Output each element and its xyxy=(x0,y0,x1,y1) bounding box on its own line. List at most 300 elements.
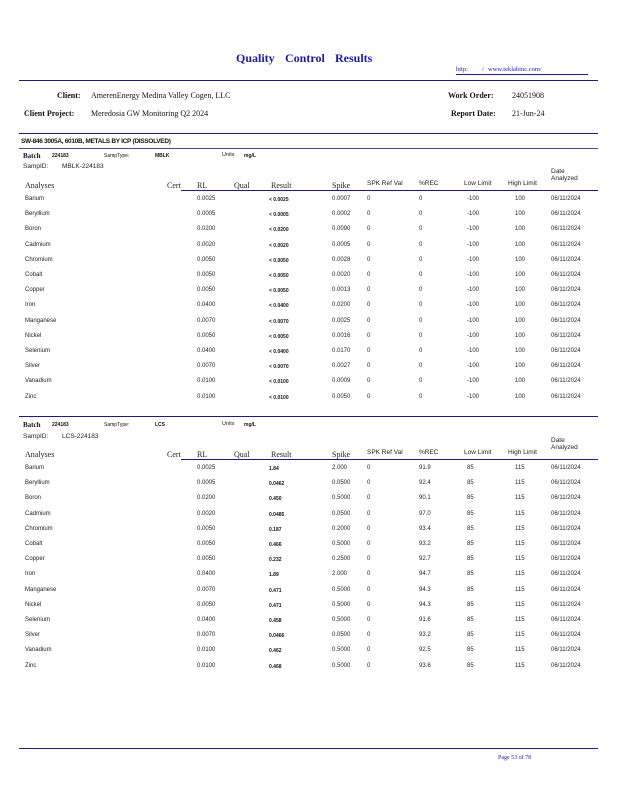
cell-result: 0.187 xyxy=(269,526,282,533)
cell-low-limit: 85 xyxy=(467,480,474,487)
cell-result: < 0.0050 xyxy=(269,273,289,279)
col-spike: Spike xyxy=(332,450,351,459)
batch-label: Batch xyxy=(23,152,41,160)
batch-id: 224183 xyxy=(52,422,69,428)
col-high-limit: High Limit xyxy=(508,449,537,456)
cell-spk-ref-val: 0 xyxy=(367,226,371,233)
cell-rec: 92.4 xyxy=(419,480,431,487)
client-project-value: Meredosia GW Monitoring Q2 2024 xyxy=(91,109,209,118)
page-number: Page 53 of 78 xyxy=(498,755,532,761)
col-qual: Qual xyxy=(234,181,250,190)
cell-rec: 0 xyxy=(419,302,423,309)
cell-rec: 94.3 xyxy=(419,586,431,593)
cell-date-analyzed: 06/11/2024 xyxy=(551,302,581,309)
cell-result: 0.232 xyxy=(269,557,282,564)
cell-low-limit: 85 xyxy=(467,647,474,654)
cell-rl: 0.0005 xyxy=(197,480,216,487)
cell-analyte: Iron xyxy=(25,571,36,578)
cell-rl: 0.0100 xyxy=(197,378,216,385)
cell-rl: 0.0050 xyxy=(197,541,216,547)
cell-date-analyzed: 06/11/2024 xyxy=(551,196,581,202)
cell-spike: 0.0200 xyxy=(332,302,351,309)
col-spk-ref-val: SPK Ref Val xyxy=(367,180,403,187)
cell-date-analyzed: 06/11/2024 xyxy=(551,632,581,639)
cell-spike: 0.0025 xyxy=(332,317,351,324)
cell-rec: 0 xyxy=(419,332,423,339)
cell-result: 1.84 xyxy=(269,466,279,472)
cell-analyte: Beryllium xyxy=(25,480,50,487)
cell-spike: 0.0500 xyxy=(332,632,351,639)
col-spk-ref-val: SPK Ref Val xyxy=(367,449,403,456)
cell-result: < 0.0400 xyxy=(269,303,289,310)
cell-rl: 0.0070 xyxy=(197,632,216,639)
cell-low-limit: -100 xyxy=(467,241,480,248)
cell-rec: 0 xyxy=(419,196,423,202)
cell-spike: 0.0170 xyxy=(332,348,351,354)
cell-analyte: Copper xyxy=(25,287,45,294)
cell-spk-ref-val: 0 xyxy=(367,196,371,202)
cell-date-analyzed: 06/11/2024 xyxy=(551,256,581,263)
cell-high-limit: 115 xyxy=(515,647,525,654)
cell-analyte: Barium xyxy=(25,196,45,202)
cell-high-limit: 100 xyxy=(515,256,526,263)
cell-spk-ref-val: 0 xyxy=(367,586,371,593)
cell-spike: 0.0020 xyxy=(332,272,351,278)
cell-result: < 0.0005 xyxy=(269,212,289,219)
cell-rec: 92.7 xyxy=(419,556,431,563)
cell-result: < 0.0050 xyxy=(269,257,289,264)
cell-spike: 0.0050 xyxy=(332,393,351,400)
cell-high-limit: 100 xyxy=(515,378,526,385)
cell-rec: 91.6 xyxy=(419,617,431,623)
cell-result: < 0.0400 xyxy=(269,349,289,355)
cell-spike: 0.0027 xyxy=(332,363,351,370)
cell-rec: 0 xyxy=(419,378,423,385)
cell-spk-ref-val: 0 xyxy=(367,378,371,385)
cell-analyte: Nickel xyxy=(25,601,42,608)
cell-analyte: Cobalt xyxy=(25,272,43,278)
cell-spike: 0.0028 xyxy=(332,256,351,263)
cell-result: 0.0485 xyxy=(269,511,285,518)
cell-high-limit: 100 xyxy=(515,241,526,248)
cell-spk-ref-val: 0 xyxy=(367,556,371,563)
cell-rec: 93.2 xyxy=(419,541,431,547)
cell-date-analyzed: 06/11/2024 xyxy=(551,525,581,532)
cell-low-limit: -100 xyxy=(467,317,480,324)
cell-low-limit: 85 xyxy=(467,617,474,623)
col-analyses: Analyses xyxy=(25,450,55,459)
cell-analyte: Selenium xyxy=(25,348,51,354)
cell-date-analyzed: 06/11/2024 xyxy=(551,510,581,517)
cell-rl: 0.0020 xyxy=(197,510,216,517)
cell-rec: 94.3 xyxy=(419,601,431,608)
cell-result: 0.471 xyxy=(269,602,282,609)
cell-low-limit: 85 xyxy=(467,632,474,639)
report-date-value: 21-Jun-24 xyxy=(512,109,545,118)
cell-rl: 0.0050 xyxy=(197,525,216,532)
cell-rl: 0.0400 xyxy=(197,571,216,578)
lab-url-link[interactable] xyxy=(456,66,588,75)
cell-spike: 0.0016 xyxy=(332,332,351,339)
cell-spk-ref-val: 0 xyxy=(367,571,371,578)
cell-result: 0.466 xyxy=(269,542,282,548)
cell-date-analyzed: 06/11/2024 xyxy=(551,480,581,487)
cell-high-limit: 115 xyxy=(515,586,525,593)
cell-spk-ref-val: 0 xyxy=(367,256,371,263)
sampid-label: SampID: xyxy=(23,163,49,170)
cell-date-analyzed: 06/11/2024 xyxy=(551,571,581,578)
cell-high-limit: 100 xyxy=(515,393,526,400)
cell-spike: 0.5000 xyxy=(332,495,351,502)
cell-analyte: Silver xyxy=(25,363,41,370)
cell-analyte: Cadmium xyxy=(25,510,51,517)
cell-high-limit: 100 xyxy=(515,196,526,202)
client-project-label: Client Project: xyxy=(24,109,75,118)
cell-analyte: Beryllium xyxy=(25,211,50,218)
cell-spk-ref-val: 0 xyxy=(367,363,371,370)
report-date-label: Report Date: xyxy=(451,109,496,118)
cell-spk-ref-val: 0 xyxy=(367,211,371,218)
cell-result: < 0.0050 xyxy=(269,333,289,340)
cell-high-limit: 115 xyxy=(515,510,525,517)
cell-analyte: Copper xyxy=(25,556,45,563)
cell-rl: 0.0070 xyxy=(197,363,216,370)
cell-high-limit: 115 xyxy=(515,480,525,487)
cell-rl: 0.0070 xyxy=(197,317,216,324)
cell-spike: 2.000 xyxy=(332,465,348,471)
cell-low-limit: 85 xyxy=(467,541,474,547)
sampid-value: MBLK-224183 xyxy=(62,163,104,170)
units-value: mg/L xyxy=(244,153,256,159)
cell-high-limit: 115 xyxy=(515,541,525,547)
cell-spike: 0.5000 xyxy=(332,647,351,654)
client-label: Client: xyxy=(57,91,81,100)
cell-spk-ref-val: 0 xyxy=(367,510,371,517)
title-quality: Quality xyxy=(236,51,275,65)
cell-result: < 0.0100 xyxy=(269,379,289,386)
cell-rl: 0.0050 xyxy=(197,256,216,263)
cell-result: 0.468 xyxy=(269,663,282,670)
cell-high-limit: 115 xyxy=(515,465,525,471)
cell-high-limit: 100 xyxy=(515,211,526,218)
cell-date-analyzed: 06/11/2024 xyxy=(551,617,581,623)
cell-rl: 0.0005 xyxy=(197,211,216,218)
cell-date-analyzed: 06/11/2024 xyxy=(551,241,581,248)
cell-low-limit: -100 xyxy=(467,272,480,278)
col-date-analyzed-1: Date Analyzed xyxy=(551,168,578,182)
cell-result: < 0.0025 xyxy=(269,197,289,203)
cell-date-analyzed: 06/11/2024 xyxy=(551,586,581,593)
cell-rec: 0 xyxy=(419,241,423,248)
section-rule-bottom xyxy=(19,148,598,149)
col-result: Result xyxy=(271,181,292,190)
cell-high-limit: 115 xyxy=(515,601,525,608)
cell-analyte: Iron xyxy=(25,302,36,309)
cell-spike: 2.000 xyxy=(332,571,348,578)
cell-spike: 0.0090 xyxy=(332,226,351,233)
samptype-label: SampType: xyxy=(104,422,130,428)
cell-analyte: Vanadium xyxy=(25,378,52,385)
cell-low-limit: -100 xyxy=(467,287,480,294)
cell-low-limit: 85 xyxy=(467,495,474,502)
cell-rec: 0 xyxy=(419,348,423,354)
cell-date-analyzed: 06/11/2024 xyxy=(551,348,581,354)
footer-rule xyxy=(19,748,598,749)
cell-spike: 0.5000 xyxy=(332,601,351,608)
cell-result: 0.0466 xyxy=(269,633,285,640)
cell-high-limit: 115 xyxy=(515,617,525,623)
col-date-analyzed-2: Date Analyzed xyxy=(551,437,578,451)
cell-low-limit: -100 xyxy=(467,363,480,370)
cell-date-analyzed: 06/11/2024 xyxy=(551,541,581,547)
cell-spk-ref-val: 0 xyxy=(367,647,371,654)
cell-spk-ref-val: 0 xyxy=(367,302,371,309)
work-order-label: Work Order: xyxy=(448,91,494,100)
cell-rl: 0.0050 xyxy=(197,272,216,278)
cell-rl: 0.0050 xyxy=(197,287,216,294)
cell-date-analyzed: 06/11/2024 xyxy=(551,495,581,502)
column-rule-1 xyxy=(181,190,598,191)
title-control: Control xyxy=(285,51,325,65)
cell-low-limit: -100 xyxy=(467,226,480,233)
cell-spk-ref-val: 0 xyxy=(367,601,371,608)
cell-date-analyzed: 06/11/2024 xyxy=(551,332,581,339)
cell-date-analyzed: 06/11/2024 xyxy=(551,272,581,278)
cell-date-analyzed: 06/11/2024 xyxy=(551,287,581,294)
title-results: Results xyxy=(335,51,373,65)
cell-low-limit: -100 xyxy=(467,332,480,339)
cell-low-limit: 85 xyxy=(467,465,474,471)
cell-rl: 0.0100 xyxy=(197,393,216,400)
cell-spk-ref-val: 0 xyxy=(367,393,371,400)
cell-analyte: Zinc xyxy=(25,393,37,400)
cell-spike: 0.0005 xyxy=(332,241,351,248)
column-rule-2 xyxy=(181,459,598,460)
cell-date-analyzed: 06/11/2024 xyxy=(551,465,581,471)
cell-high-limit: 100 xyxy=(515,287,526,294)
cell-rl: 0.0020 xyxy=(197,241,216,248)
cell-result: < 0.0070 xyxy=(269,318,289,325)
cell-rec: 0 xyxy=(419,272,423,278)
cell-rec: 93.6 xyxy=(419,662,431,669)
units-value: mg/L xyxy=(244,422,256,428)
cell-spk-ref-val: 0 xyxy=(367,541,371,547)
cell-spike: 0.0500 xyxy=(332,510,351,517)
client-value: AmerenEnergy Medina Valley Cogen, LLC xyxy=(91,91,231,100)
cell-low-limit: 85 xyxy=(467,510,474,517)
cell-rl: 0.0070 xyxy=(197,586,216,593)
cell-high-limit: 100 xyxy=(515,272,526,278)
cell-result: 0.0462 xyxy=(269,481,285,488)
cell-date-analyzed: 06/11/2024 xyxy=(551,211,581,218)
cell-result: 0.471 xyxy=(269,587,282,594)
cell-spk-ref-val: 0 xyxy=(367,465,371,471)
cell-rec: 0 xyxy=(419,393,423,400)
cell-analyte: Boron xyxy=(25,226,42,233)
cell-rec: 0 xyxy=(419,363,423,370)
cell-spk-ref-val: 0 xyxy=(367,332,371,339)
cell-result: < 0.0100 xyxy=(269,394,289,401)
cell-rec: 93.2 xyxy=(419,632,431,639)
cell-result: 0.462 xyxy=(269,648,282,655)
cell-spk-ref-val: 0 xyxy=(367,241,371,248)
cell-rec: 93.4 xyxy=(419,525,431,532)
cell-analyte: Zinc xyxy=(25,662,37,669)
cell-spike: 0.5000 xyxy=(332,541,351,547)
cell-analyte: Manganese xyxy=(25,317,57,324)
cell-rl: 0.0050 xyxy=(197,332,216,339)
col-spike: Spike xyxy=(332,181,351,190)
cell-analyte: Boron xyxy=(25,495,42,502)
cell-result: < 0.0020 xyxy=(269,242,289,249)
cell-analyte: Vanadium xyxy=(25,647,52,654)
cell-analyte: Selenium xyxy=(25,617,51,623)
cell-analyte: Chromium xyxy=(25,525,53,532)
cell-rl: 0.0025 xyxy=(197,465,216,471)
cell-spike: 0.5000 xyxy=(332,662,351,669)
cell-rl: 0.0400 xyxy=(197,617,216,623)
cell-low-limit: -100 xyxy=(467,302,480,309)
cell-low-limit: 85 xyxy=(467,525,474,532)
col-low-limit: Low Limit xyxy=(464,180,492,187)
col-result: Result xyxy=(271,450,292,459)
section-title: SW-846 3005A, 6010B, METALS BY ICP (DISSOLVED) xyxy=(21,138,171,145)
cell-high-limit: 115 xyxy=(515,495,525,502)
cell-rl: 0.0050 xyxy=(197,556,216,563)
cell-rec: 90.1 xyxy=(419,495,431,502)
cell-analyte: Silver xyxy=(25,632,41,639)
cell-spike: 0.5000 xyxy=(332,586,351,593)
cell-high-limit: 100 xyxy=(515,332,526,339)
cell-analyte: Manganese xyxy=(25,586,57,593)
batch-divider xyxy=(19,416,598,417)
cell-analyte: Nickel xyxy=(25,332,42,339)
cell-analyte: Barium xyxy=(25,465,45,471)
cell-date-analyzed: 06/11/2024 xyxy=(551,317,581,324)
cell-high-limit: 100 xyxy=(515,317,526,324)
cell-spk-ref-val: 0 xyxy=(367,632,371,639)
cell-spk-ref-val: 0 xyxy=(367,480,371,487)
cell-spike: 0.0002 xyxy=(332,211,351,218)
cell-rl: 0.0025 xyxy=(197,196,216,202)
cell-high-limit: 115 xyxy=(515,571,525,578)
cell-low-limit: -100 xyxy=(467,196,480,202)
col-rl: RL xyxy=(197,450,208,459)
url-domain: www.teklabinc.com/ xyxy=(488,66,542,73)
cell-analyte: Cadmium xyxy=(25,241,51,248)
col-cert: Cert xyxy=(167,450,181,459)
cell-date-analyzed: 06/11/2024 xyxy=(551,363,581,370)
work-order-value: 24051908 xyxy=(512,91,544,100)
samptype-value: MBLK xyxy=(155,153,170,159)
cell-date-analyzed: 06/11/2024 xyxy=(551,393,581,400)
cell-spk-ref-val: 0 xyxy=(367,662,371,669)
units-label: Units xyxy=(222,152,235,158)
col-rec: %REC xyxy=(419,449,439,456)
cell-result: < 0.0200 xyxy=(269,227,289,234)
cell-spike: 0.0009 xyxy=(332,378,351,385)
section-rule-top xyxy=(19,133,598,134)
units-label: Units xyxy=(222,421,235,427)
cell-analyte: Cobalt xyxy=(25,541,43,547)
cell-high-limit: 100 xyxy=(515,302,526,309)
col-high-limit: High Limit xyxy=(508,180,537,187)
samptype-value: LCS xyxy=(155,422,165,428)
header-rule xyxy=(19,80,598,81)
cell-low-limit: -100 xyxy=(467,211,480,218)
cell-rec: 0 xyxy=(419,256,423,263)
cell-high-limit: 115 xyxy=(515,662,525,669)
cell-spk-ref-val: 0 xyxy=(367,287,371,294)
cell-spike: 0.0007 xyxy=(332,196,351,202)
cell-high-limit: 115 xyxy=(515,525,525,532)
cell-high-limit: 115 xyxy=(515,556,525,563)
cell-date-analyzed: 06/11/2024 xyxy=(551,647,581,654)
cell-result: 0.458 xyxy=(269,618,282,624)
cell-low-limit: -100 xyxy=(467,256,480,263)
cell-result: < 0.0050 xyxy=(269,288,289,295)
cell-low-limit: -100 xyxy=(467,348,480,354)
cell-rl: 0.0200 xyxy=(197,495,216,502)
cell-analyte: Chromium xyxy=(25,256,53,263)
cell-rl: 0.0050 xyxy=(197,601,216,608)
url-prefix: http: xyxy=(456,66,468,73)
sampid-label: SampID: xyxy=(23,433,49,440)
cell-low-limit: 85 xyxy=(467,601,474,608)
cell-spike: 0.2500 xyxy=(332,556,351,563)
cell-rec: 0 xyxy=(419,317,423,324)
cell-high-limit: 100 xyxy=(515,363,526,370)
cell-rec: 92.5 xyxy=(419,647,431,654)
cell-spike: 0.0500 xyxy=(332,480,351,487)
cell-rl: 0.0400 xyxy=(197,302,216,309)
cell-spk-ref-val: 0 xyxy=(367,495,371,502)
cell-spike: 0.0013 xyxy=(332,287,351,294)
cell-high-limit: 100 xyxy=(515,348,526,354)
cell-result: 1.89 xyxy=(269,572,279,579)
batch-label: Batch xyxy=(23,421,41,429)
cell-rec: 0 xyxy=(419,211,423,218)
cell-low-limit: 85 xyxy=(467,662,474,669)
cell-date-analyzed: 06/11/2024 xyxy=(551,601,581,608)
col-rec: %REC xyxy=(419,180,439,187)
batch-id: 224183 xyxy=(52,153,69,159)
cell-spk-ref-val: 0 xyxy=(367,617,371,623)
cell-low-limit: 85 xyxy=(467,571,474,578)
col-cert: Cert xyxy=(167,181,181,190)
cell-rec: 97.0 xyxy=(419,510,431,517)
cell-result: < 0.0070 xyxy=(269,364,289,371)
cell-low-limit: 85 xyxy=(467,556,474,563)
cell-rl: 0.0100 xyxy=(197,662,216,669)
col-analyses: Analyses xyxy=(25,181,55,190)
cell-spike: 0.5000 xyxy=(332,617,351,623)
cell-rl: 0.0200 xyxy=(197,226,216,233)
cell-low-limit: -100 xyxy=(467,378,480,385)
cell-spk-ref-val: 0 xyxy=(367,348,371,354)
cell-rec: 94.7 xyxy=(419,571,431,578)
samptype-label: SampType: xyxy=(104,153,130,159)
col-low-limit: Low Limit xyxy=(464,449,492,456)
cell-low-limit: 85 xyxy=(467,586,474,593)
url-separator: / xyxy=(482,66,484,73)
cell-high-limit: 100 xyxy=(515,226,526,233)
cell-spike: 0.2000 xyxy=(332,525,351,532)
cell-spk-ref-val: 0 xyxy=(367,525,371,532)
cell-rl: 0.0400 xyxy=(197,348,216,354)
cell-spk-ref-val: 0 xyxy=(367,317,371,324)
cell-result: 0.450 xyxy=(269,496,282,503)
